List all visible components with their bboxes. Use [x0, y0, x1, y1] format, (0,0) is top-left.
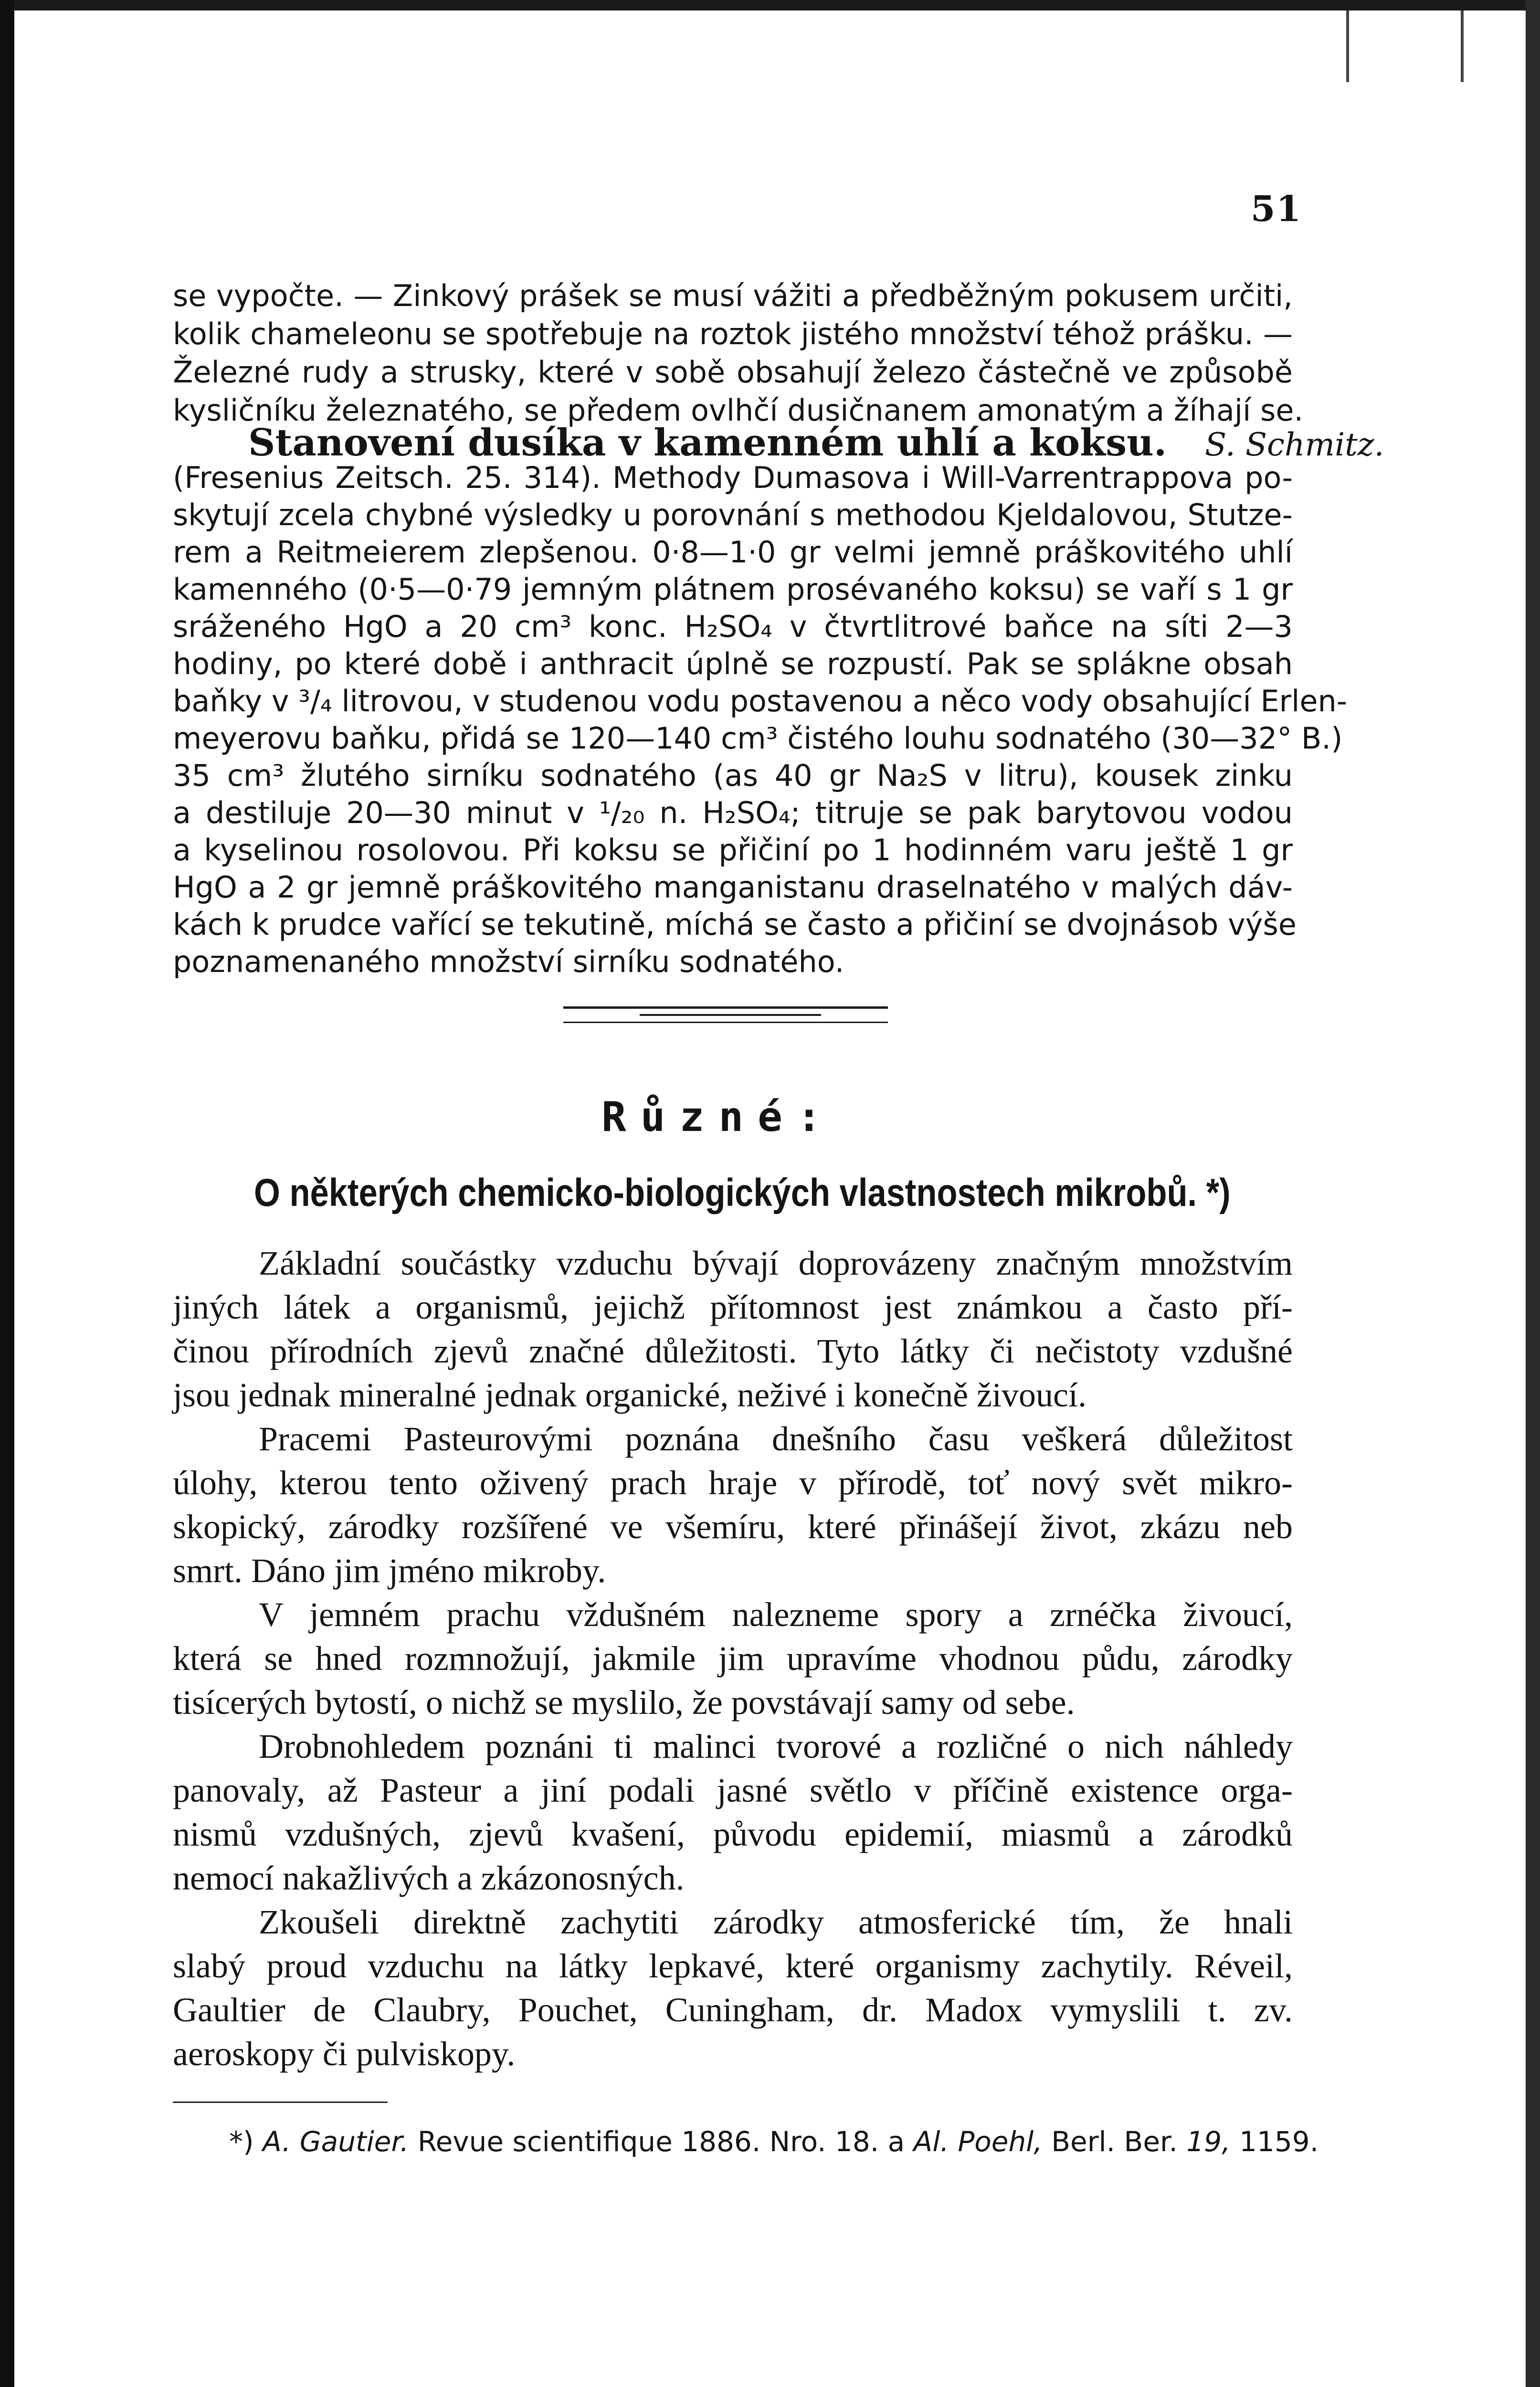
text-line: Železné rudy a strusky, které v sobě obsahují železo částečně ve způsobě [173, 355, 1293, 390]
footnote-marker: *) [229, 2125, 254, 2158]
text-line: úlohy, kterou tento oživený prach hraje v přírodě, toť nový svět mikro- [173, 1464, 1293, 1502]
text-line: slabý proud vzduchu na látky lepkavé, které organismy zachytily. Réveil, [173, 1947, 1293, 1985]
text-line: jiných látek a organismů, jejichž přítomnost jest známkou a často pří- [173, 1288, 1293, 1326]
text-line: a kyselinou rosolovou. Při koksu se přičiní po 1 hodinném varu ještě 1 gr [173, 833, 1293, 867]
paragraph-nitrogen-method [173, 459, 1348, 981]
text-line: nismů vzdušných, zjevů kvašení, původu epidemií, miasmů a zárodků [173, 1815, 1293, 1853]
paragraph-intro [173, 277, 1304, 430]
text-line: Drobnohledem poznáni ti malinci tvorové a rozličné o nich náhledy [259, 1727, 1293, 1765]
text-line: hodiny, po které době i anthracit úplně se rozpustí. Pak se spláknе obsah [173, 646, 1293, 681]
heading-title: Stanovení dusíka v kamenném uhlí a koksu. [248, 421, 1167, 465]
footnote-author: A. Gautier. [263, 2125, 409, 2158]
text-line: kamenného (0·5—0·79 jemným plátnem prosévaného koksu) se vaří s 1 gr [173, 572, 1293, 607]
text-line: V jemném prachu vždušném nalezneme spory a zrnéčka živoucí, [259, 1595, 1293, 1634]
footnote-text: Berl. Ber. [1051, 2125, 1178, 2158]
text-line: rem a Reitmeierem zlepšenou. 0·8—1·0 gr velmi jemně práškovitého uhlí [173, 535, 1293, 570]
text-line: poznamenaného množství sirníku sodnatého. [173, 944, 844, 979]
article-body [173, 1241, 1293, 2076]
text-line: která se hned rozmnožují, jakmile jim upravíme vhodnou půdu, zárodky [173, 1639, 1293, 1678]
footnote-text: Revue scientifique 1886. Nro. 18. a [417, 2125, 905, 2158]
text-line: panovaly, až Pasteur a jiní podali jasné světlo v příčině existence orga- [173, 1771, 1293, 1809]
text-line: kolik chameleonu se spotřebuje na roztok jistého množství téhož prášku. — [173, 317, 1293, 351]
text-line: kách k prudce vařící se tekutině, míchá se často a přičiní se dvojnásob výše [173, 907, 1297, 942]
text-line: skytují zcela chybné výsledky u porovnání s methodou Kjeldalovou, Stutze- [173, 497, 1293, 532]
footnote-volume: 19, [1186, 2125, 1231, 2158]
section-heading-nitrogen [248, 421, 1384, 465]
scan-border-right [1526, 0, 1540, 2387]
text-line: meyerovu baňku, přidá se 120—140 cm³ čistého louhu sodnatého (30—32° B.) [173, 721, 1343, 756]
text-line: se vypočte. — Zinkový prášek se musí vážiti a předběžným pokusem určiti, [173, 278, 1293, 313]
text-line: HgO a 2 gr jemně práškovitého manganistanu draselnatého v malých dáv- [173, 870, 1293, 905]
article-title: O některých chemicko-biologických vlastnostech mikrobů. *) [254, 1171, 1231, 1215]
scan-border-left [0, 0, 14, 2387]
footnote [229, 2125, 1318, 2158]
text-line: tisícerých bytostí, o nichž se myslilo, že povstávají samy od sebe. [173, 1683, 1075, 1722]
section-divider [640, 1014, 821, 1016]
text-line: nemocí nakažlivých a zkázonosných. [173, 1859, 685, 1897]
footnote-page: 1159. [1239, 2125, 1319, 2158]
text-line: aeroskopy či pulviskopy. [173, 2035, 516, 2073]
text-line: činou přírodních zjevů značné důležitosti. Tyto látky či nečistoty vzdušné [173, 1332, 1293, 1370]
text-line: kysličníku železnatého, se předem ovlhčí dusičnanem amonatým a žíhají se. [173, 393, 1304, 428]
text-line: Pracemi Pasteurovými poznána dnešního času veškerá důležitost [259, 1420, 1293, 1458]
text-line: (Fresenius Zeitsch. 25. 314). Methody Dumasova i Will-Varrentrappova po- [173, 460, 1293, 495]
section-divider [563, 1006, 888, 1009]
text-line: skopický, zárodky rozšířené ve všemíru, které přinášejí život, zkázu neb [173, 1508, 1293, 1546]
section-divider [563, 1022, 888, 1023]
text-line: sráženého HgO a 20 cm³ konc. H₂SO₄ v čtvrtlitrové baňce na síti 2—3 [173, 609, 1293, 644]
scan-border-top [0, 0, 1540, 11]
heading-citation: S. Schmitz. [1205, 426, 1384, 463]
text-line: Základní součástky vzduchu bývají doprovázeny značným množstvím [259, 1244, 1293, 1282]
miscellaneous-header: Různé: [601, 1093, 836, 1141]
scan-edge-mark [1461, 11, 1464, 82]
text-line: a destiluje 20—30 minut v ¹/₂₀ n. H₂SO₄; titruje se pak barytovou vodou [173, 795, 1293, 830]
text-line: jsou jednak mineralné jednak organické, neživé i konečně živoucí. [173, 1376, 1086, 1414]
page-number: 51 [1251, 189, 1302, 230]
text-line: Zkoušeli direktně zachytiti zárodky atmosferické tím, že hnali [259, 1903, 1293, 1941]
text-line: Gaultier de Claubry, Pouchet, Cuningham, dr. Madox vymyslili t. zv. [173, 1991, 1293, 2029]
text-line: baňky v ³/₄ litrovou, v studenou vodu postavenou a něco vody obsahující Erlen- [173, 684, 1348, 718]
footnote-author: Al. Poehl, [913, 2125, 1043, 2158]
scan-edge-mark [1346, 11, 1349, 82]
text-line: smrt. Dáno jim jméno mikroby. [173, 1552, 606, 1590]
footnote-rule [173, 2102, 388, 2103]
text-line: 35 cm³ žlutého sirníku sodnatého (as 40 gr Na₂S v litru), kousek zinku [173, 758, 1293, 793]
